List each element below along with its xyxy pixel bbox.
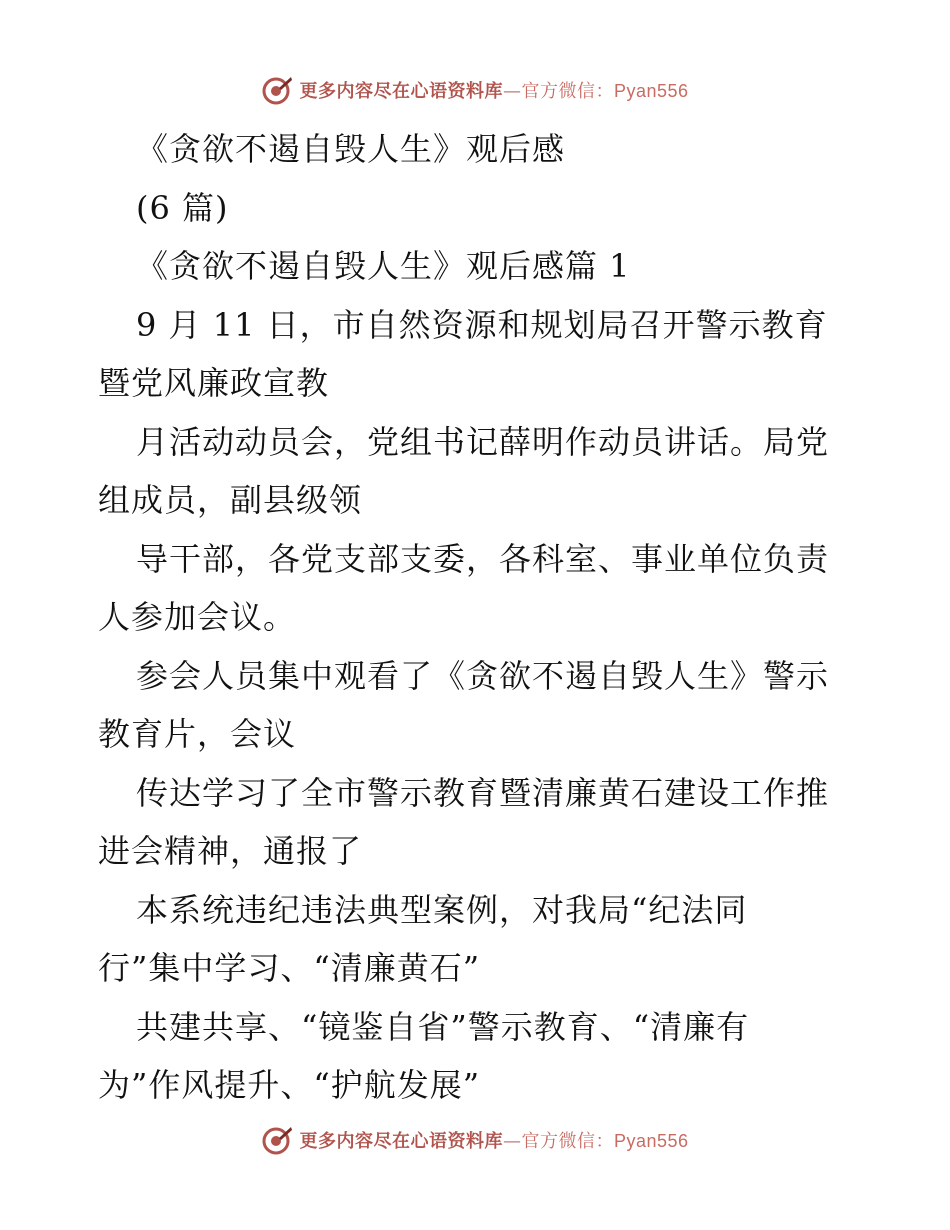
logo-icon xyxy=(261,74,293,106)
watermark-footer xyxy=(0,1122,950,1158)
watermark-dash: — xyxy=(502,1131,522,1152)
logo-icon xyxy=(261,1124,293,1156)
watermark-sub: 官方微信： xyxy=(521,81,614,102)
document-body xyxy=(98,120,858,1115)
watermark-text xyxy=(299,1127,688,1153)
paragraph-line: 参会人员集中观看了《贪欲不遏自毁人生》警示 xyxy=(136,656,830,695)
paragraph-line: 共建共享、“镜鉴自省”警示教育、“清廉有 xyxy=(136,1007,750,1046)
paragraph-line: 进会精神，通报了 xyxy=(98,832,363,870)
paragraph-line: 为”作风提升、“护航发展” xyxy=(98,1066,481,1104)
document-count: (6 篇) xyxy=(136,188,229,227)
watermark-text xyxy=(299,77,688,103)
document-title: 《贪欲不遏自毁人生》观后感 xyxy=(136,130,566,168)
watermark-main: 更多内容尽在心语资料库 xyxy=(299,1131,503,1152)
watermark-group xyxy=(261,74,688,106)
paragraph-line: 人参加会议。 xyxy=(98,598,297,636)
watermark-dash: — xyxy=(502,81,522,102)
watermark-group xyxy=(261,1124,688,1156)
paragraph-line: 传达学习了全市警示教育暨清廉黄石建设工作推 xyxy=(136,773,830,812)
paragraph-line: 组成员，副县级领 xyxy=(98,481,363,519)
paragraph-line: 暨党风廉政宣教 xyxy=(98,364,330,402)
watermark-id: Pyan556 xyxy=(613,81,689,101)
paragraph-line: 月活动动员会，党组书记薛明作动员讲话。局党 xyxy=(136,422,830,461)
watermark-main: 更多内容尽在心语资料库 xyxy=(299,81,503,102)
paragraph-line: 教育片，会议 xyxy=(98,715,297,753)
paragraph-line: 行”集中学习、“清廉黄石” xyxy=(98,949,481,987)
section-heading: 《贪欲不遏自毁人生》观后感篇 1 xyxy=(136,247,631,285)
paragraph-line: 本系统违纪违法典型案例，对我局“纪法同 xyxy=(136,890,748,929)
watermark-id: Pyan556 xyxy=(613,1131,689,1151)
watermark-sub: 官方微信： xyxy=(521,1131,614,1152)
watermark-header xyxy=(0,72,950,108)
paragraph-line: 9 月 11 日，市自然资源和规划局召开警示教育 xyxy=(136,305,828,344)
paragraph-line: 导干部，各党支部支委，各科室、事业单位负责 xyxy=(136,539,830,578)
